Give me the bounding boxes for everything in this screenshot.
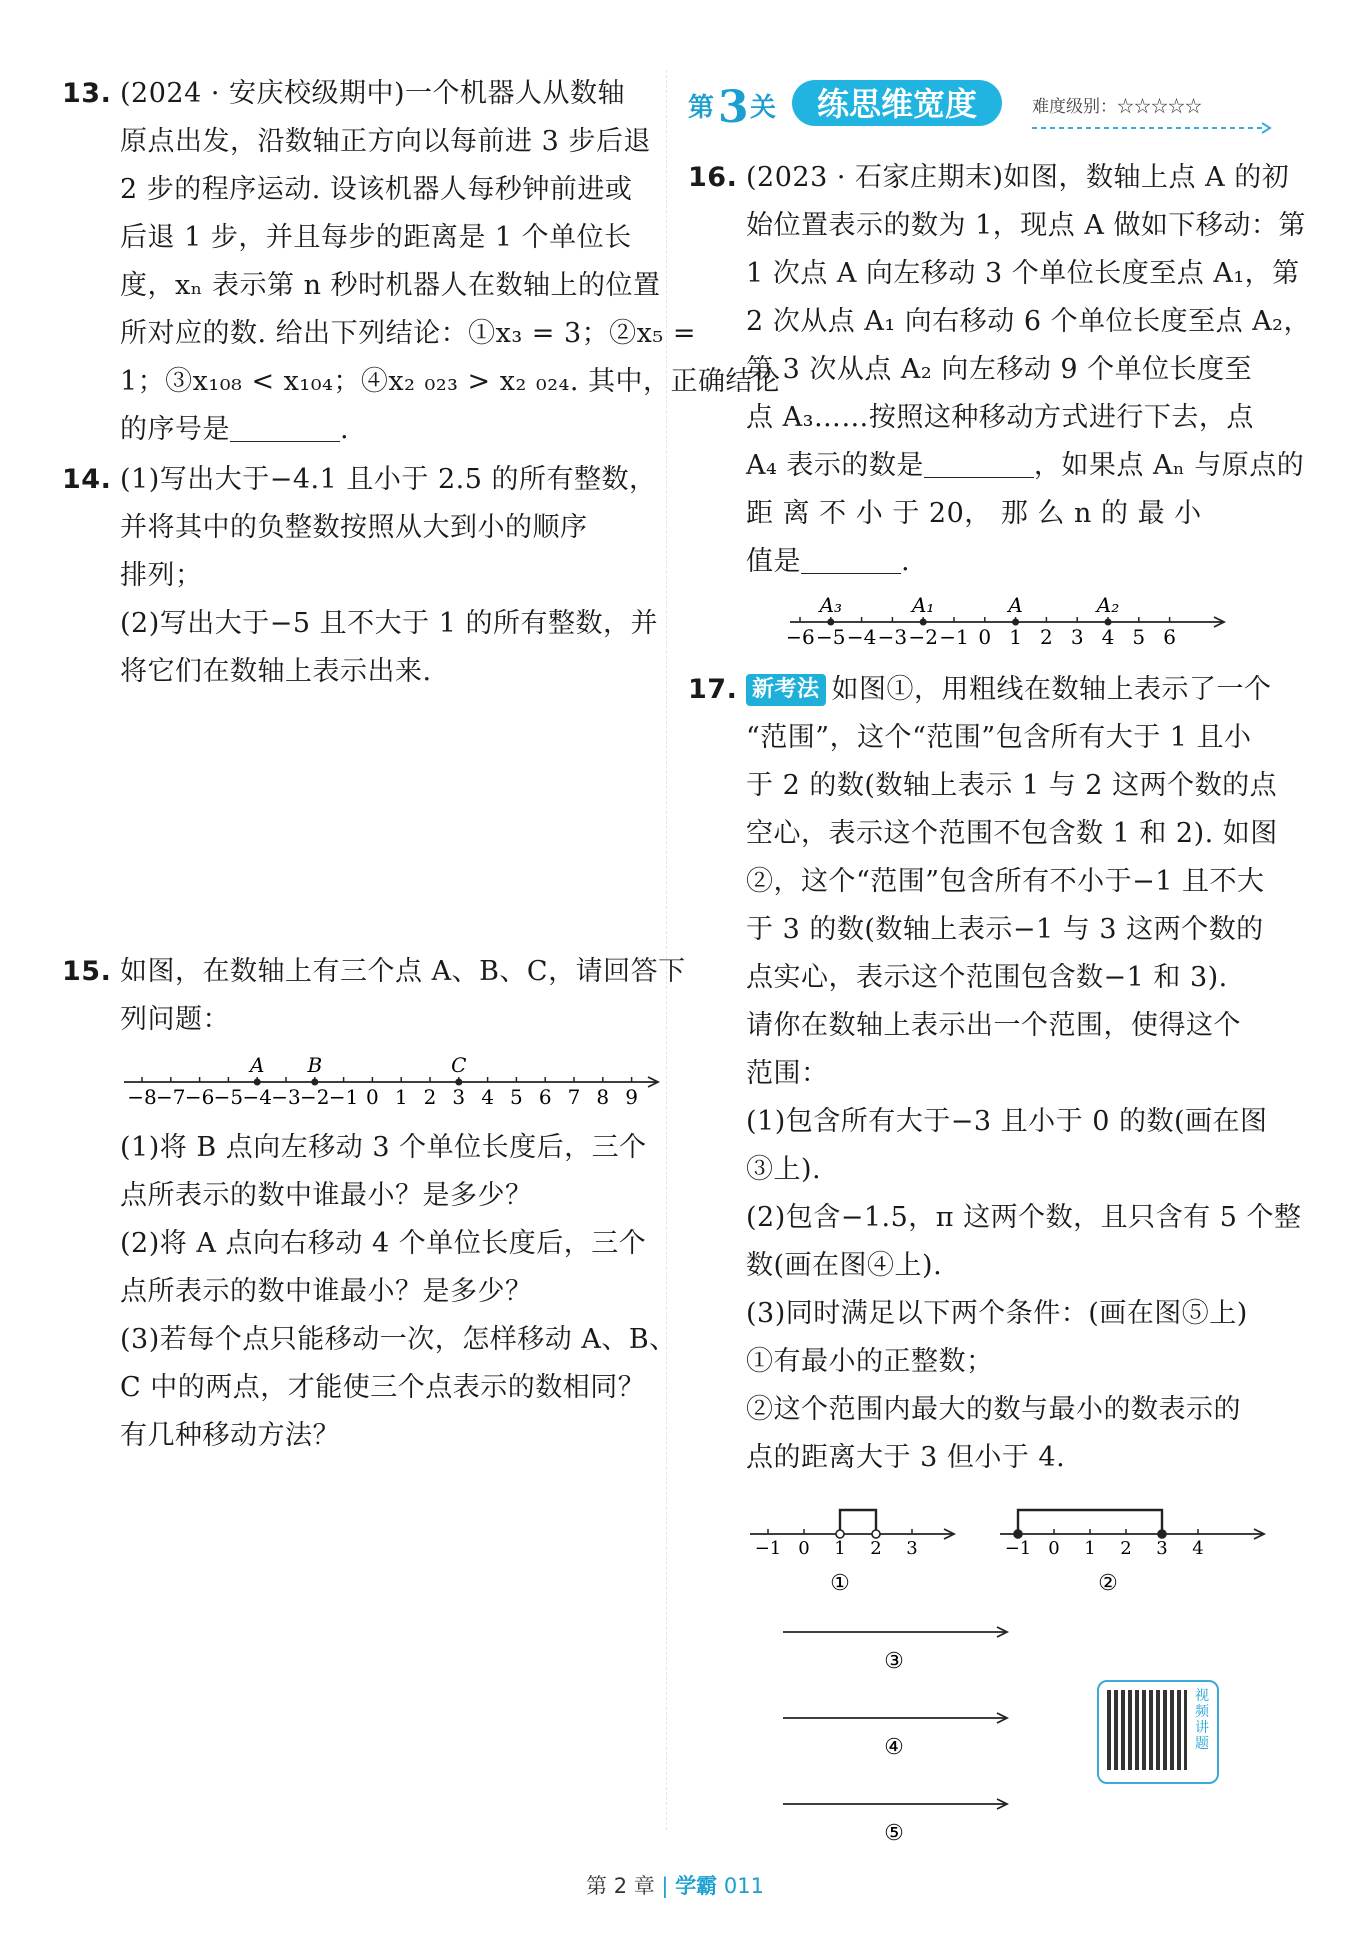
axis-point: [254, 1079, 261, 1086]
problem-text-line: 距 离 不 小 于 20， 那 么 n 的 最 小: [746, 498, 1202, 529]
question-line: (2)将 A 点向右移动 4 个单位长度后，三个: [120, 1228, 647, 1259]
level-number: 3: [718, 82, 749, 133]
axis-point: [920, 619, 927, 626]
problem-text-line: 所对应的数. 给出下列结论：①x₃ = 3；②x₅ =: [120, 318, 696, 349]
tick-label: −1: [328, 1085, 359, 1109]
tick-label: −8: [127, 1085, 157, 1109]
hollow-endpoint: [836, 1530, 844, 1538]
problem-text-line: ①有最小的正整数；: [746, 1346, 994, 1377]
tick-label: −6: [788, 625, 815, 649]
axis-point: [311, 1079, 318, 1086]
point-label: A₁: [911, 593, 935, 617]
figure-label: ③: [884, 1649, 904, 1674]
problem-text-line: 新考法 如图①，用粗线在数轴上表示了一个: [746, 666, 1288, 714]
problem-text-line: 范围：: [746, 1058, 829, 1089]
difficulty-rating: 难度级别：☆☆☆☆☆: [1032, 97, 1202, 117]
figure-3-blank-axis[interactable]: [783, 1620, 1023, 1680]
tick-label: −2: [908, 625, 938, 649]
point-label: A: [1008, 593, 1023, 617]
figure-2-number-line: [998, 1490, 1268, 1600]
problem-15: [62, 948, 686, 1044]
solid-endpoint: [1014, 1530, 1022, 1538]
figure-label: ④: [884, 1735, 904, 1760]
point-label: B: [307, 1053, 323, 1077]
problem-text-line: ②，这个“范围”包含所有不小于−1 且不大: [746, 866, 1265, 897]
problem-text-line: 点 A₃……按照这种移动方式进行下去，点: [746, 402, 1254, 433]
axis-point: [1012, 619, 1019, 626]
problem-text-line: 列问题：: [120, 1004, 230, 1035]
figure-label: ①: [830, 1571, 850, 1596]
tick-label: −2: [300, 1085, 330, 1109]
problem-text-line: 原点出发，沿数轴正方向以每前进 3 步后退: [120, 126, 651, 157]
problem-text-line: 点实心，表示这个范围包含数−1 和 3).: [746, 962, 1228, 993]
hollow-endpoint: [872, 1530, 880, 1538]
problem-text-line: “范围”，这个“范围”包含所有大于 1 且小: [746, 722, 1252, 753]
problem-text-line: 点的距离大于 3 但小于 4.: [746, 1442, 1066, 1473]
problem-text-line: 1；③x₁₀₈ < x₁₀₄；④x₂ ₀₂₃ > x₂ ₀₂₄. 其中，正确结论: [120, 366, 781, 397]
tick-label: 9: [625, 1085, 638, 1109]
page-footer: [0, 1870, 1350, 1900]
tick-label: 1: [834, 1538, 846, 1559]
problem-15-questions: [62, 1124, 677, 1460]
new-method-badge: 新考法: [746, 674, 826, 706]
problem-text-line: 将它们在数轴上表示出来.: [120, 656, 432, 687]
problem-text-line: 并将其中的负整数按照从大到小的顺序: [120, 512, 588, 543]
question-line: 点所表示的数中谁最小？是多少？: [120, 1180, 533, 1211]
tick-label: −5: [213, 1085, 244, 1109]
problem-number: 13.: [62, 78, 112, 109]
tick-label: −7: [156, 1085, 186, 1109]
problem-text-line: 如图，在数轴上有三个点 A、B、C，请回答下: [120, 956, 686, 987]
point-label: C: [451, 1053, 467, 1077]
tick-label: −5: [816, 625, 846, 649]
tick-label: −1: [1004, 1538, 1032, 1559]
question-line: (3)若每个点只能移动一次，怎样移动 A、B、: [120, 1324, 677, 1355]
figures-1-2: [688, 1490, 1288, 1610]
level-prefix: 第: [688, 93, 715, 123]
tick-label: 1: [394, 1085, 408, 1109]
number-line-p16: [788, 592, 1288, 660]
problem-text-line: ③上).: [746, 1154, 822, 1185]
point-label: A: [249, 1053, 265, 1077]
problem-text-line: 后退 1 步，并且每步的距离是 1 个单位长: [120, 222, 632, 253]
tick-label: −4: [242, 1085, 272, 1109]
problem-number: 17.: [688, 674, 738, 705]
problem-number: 16.: [688, 162, 738, 193]
tick-label: 3: [452, 1085, 466, 1109]
tick-label: 0: [1048, 1538, 1060, 1559]
axis-point: [1105, 619, 1112, 626]
tick-label: 2: [1040, 625, 1053, 649]
tick-label: 2: [423, 1085, 437, 1109]
footer-separator: |: [661, 1874, 669, 1898]
tick-label: 3: [1070, 625, 1084, 649]
arrow-icon: [1262, 123, 1270, 133]
tick-label: 4: [1192, 1538, 1204, 1559]
tick-label: 5: [1132, 625, 1146, 649]
tick-label: −1: [754, 1538, 782, 1559]
problem-text-line: 排列；: [120, 560, 203, 591]
page-number: 011: [723, 1874, 764, 1898]
tick-label: −6: [184, 1085, 215, 1109]
problem-text-line: 第 3 次从点 A₂ 向左移动 9 个单位长度至: [746, 354, 1253, 385]
problem-text-line: 2 次从点 A₁ 向右移动 6 个单位长度至点 A₂，: [746, 306, 1311, 337]
problem-number: 14.: [62, 464, 112, 495]
chapter-label: 第 2 章: [586, 1874, 655, 1898]
problem-text-line: 1 次点 A 向左移动 3 个单位长度至点 A₁，第: [746, 258, 1300, 289]
problem-text-line: 度，xₙ 表示第 n 秒时机器人在数轴上的位置: [120, 270, 661, 301]
problem-16: [688, 154, 1311, 586]
answer-figures: [688, 1620, 1288, 1960]
tick-label: −3: [877, 625, 908, 649]
problem-text-line: 值是 .: [746, 538, 1288, 586]
problem-text-line: 始位置表示的数为 1，现点 A 做如下移动：第: [746, 210, 1306, 241]
tick-label: 6: [538, 1085, 552, 1109]
problem-text-line: (2023 · 石家庄期末)如图，数轴上点 A 的初: [746, 162, 1290, 193]
problem-text-line: 2 步的程序运动. 设该机器人每秒钟前进或: [120, 174, 633, 205]
number-line-p15: [122, 1050, 652, 1118]
brand-name: 学霸: [675, 1874, 718, 1898]
tick-label: 1: [1009, 625, 1022, 649]
tick-label: 8: [596, 1085, 610, 1109]
problem-text-line: (2)包含−1.5，π 这两个数，且只含有 5 个整: [746, 1202, 1302, 1233]
problem-14: [62, 456, 658, 696]
answer-blank[interactable]: [801, 543, 901, 574]
section-header: [688, 76, 1288, 136]
problem-text-line: (1)包含所有大于−3 且小于 0 的数(画在图: [746, 1106, 1268, 1137]
problem-text-line: (2024 · 安庆校级期中)一个机器人从数轴: [120, 78, 626, 109]
tick-label: −1: [939, 625, 969, 649]
tick-label: 4: [1101, 625, 1115, 649]
tick-label: −4: [846, 625, 877, 649]
point-label: A₃: [819, 593, 843, 617]
tick-label: 0: [978, 625, 992, 649]
point-label: A₂: [1096, 593, 1120, 617]
question-line: C 中的两点，才能使三个点表示的数相同？: [120, 1372, 646, 1403]
number-line-figure: [788, 592, 1228, 656]
problem-text-line: 请你在数轴上表示出一个范围，使得这个: [746, 1010, 1241, 1041]
tick-label: 0: [798, 1538, 810, 1559]
section-header-graphic: [688, 76, 1288, 136]
figure-label: ②: [1098, 1571, 1118, 1596]
figure-4-blank-axis[interactable]: [783, 1706, 1023, 1766]
problem-text-line: 的序号是 .: [120, 406, 652, 454]
axis-point: [827, 619, 834, 626]
section-title: 练思维宽度: [816, 85, 978, 123]
tick-label: −3: [271, 1085, 301, 1109]
tick-label: 4: [481, 1085, 494, 1109]
question-line: 有几种移动方法？: [120, 1420, 340, 1451]
problem-text-line: 空心，表示这个范围不包含数 1 和 2). 如图: [746, 818, 1278, 849]
number-line-figure: [122, 1050, 662, 1114]
problem-text-line: (1)写出大于−4.1 且小于 2.5 的所有整数，: [120, 464, 657, 495]
tick-label: 3: [906, 1538, 918, 1559]
problem-text-line: 数(画在图④上).: [746, 1250, 943, 1281]
level-suffix: 关: [750, 93, 777, 123]
tick-label: 0: [366, 1085, 379, 1109]
figure-label: ⑤: [884, 1821, 904, 1846]
range-bracket: [840, 1510, 876, 1534]
problem-text-line: A₄ 表示的数是 ，如果点 Aₙ 与原点的: [746, 442, 1288, 490]
qr-label: 视频讲题: [1195, 1688, 1209, 1752]
video-qr-code[interactable]: [1097, 1680, 1219, 1784]
problem-text-line: (3)同时满足以下两个条件：(画在图⑤上): [746, 1298, 1248, 1329]
figure-1-number-line: [748, 1490, 958, 1600]
tick-label: 1: [1084, 1538, 1096, 1559]
question-line: (1)将 B 点向左移动 3 个单位长度后，三个: [120, 1132, 647, 1163]
solid-endpoint: [1158, 1530, 1166, 1538]
tick-label: 7: [567, 1085, 581, 1109]
problem-17: [688, 666, 1302, 1482]
problem-text-line: 于 2 的数(数轴上表示 1 与 2 这两个数的点: [746, 770, 1278, 801]
qr-code-icon: [1107, 1690, 1187, 1770]
tick-label: 2: [1120, 1538, 1132, 1559]
answer-blank[interactable]: [924, 447, 1034, 478]
axis-point: [455, 1079, 462, 1086]
tick-label: 5: [510, 1085, 523, 1109]
tick-label: 6: [1163, 625, 1176, 649]
figure-5-blank-axis[interactable]: [783, 1792, 1023, 1852]
question-line: 点所表示的数中谁最小？是多少？: [120, 1276, 533, 1307]
answer-blank[interactable]: [230, 411, 340, 442]
tick-label: 2: [870, 1538, 882, 1559]
problem-text-line: (2)写出大于−5 且不大于 1 的所有整数，并: [120, 608, 658, 639]
tick-label: 3: [1156, 1538, 1168, 1559]
problem-text-line: ②这个范围内最大的数与最小的数表示的: [746, 1394, 1241, 1425]
problem-text-line: 于 3 的数(数轴上表示−1 与 3 这两个数的: [746, 914, 1264, 945]
problem-number: 15.: [62, 956, 112, 987]
